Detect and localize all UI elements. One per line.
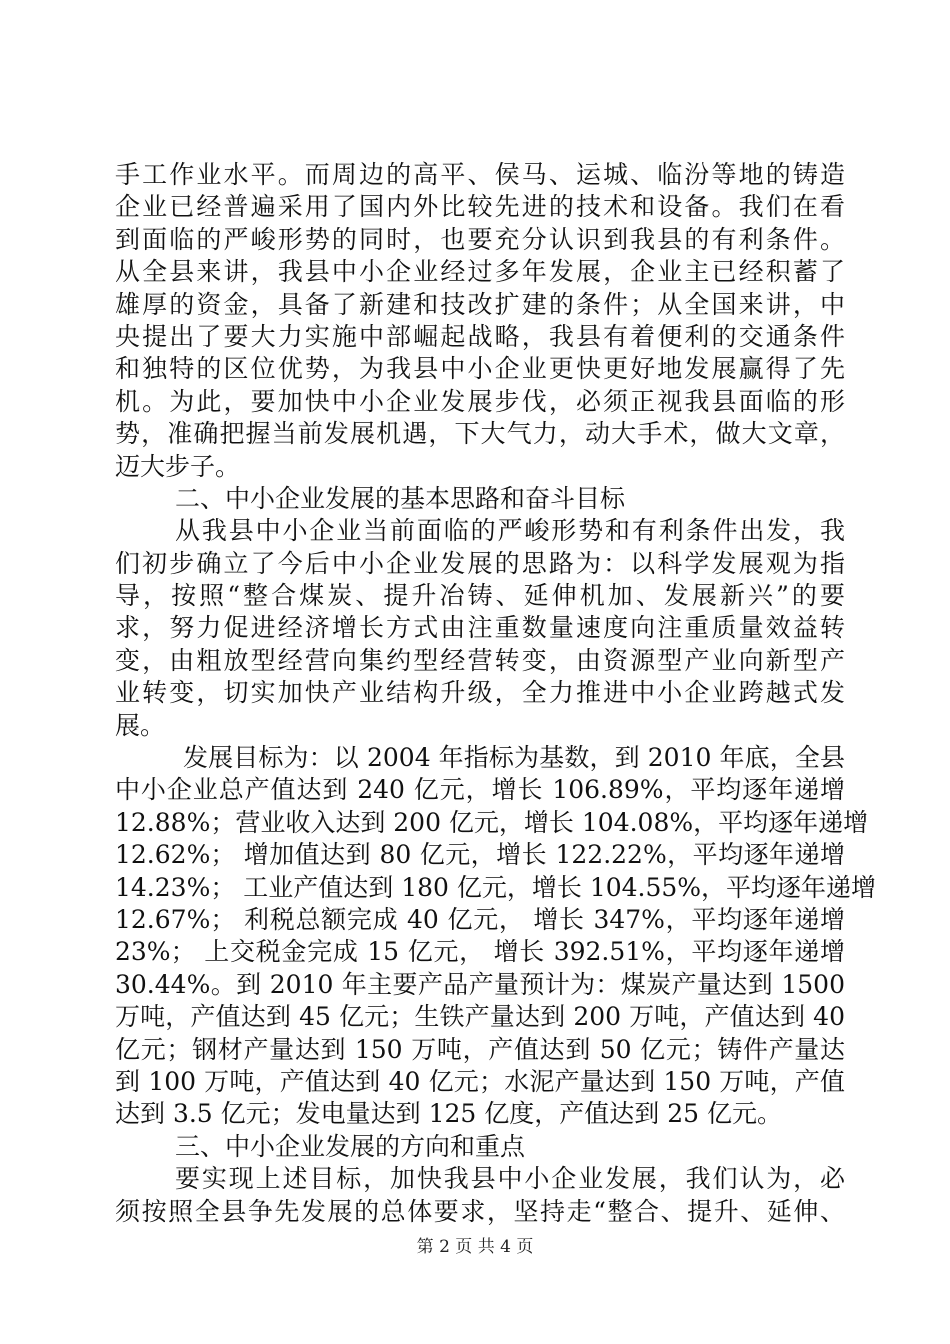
text-line: 们初步确立了今后中小企业发展的思路为：以科学发展观为指 (115, 548, 845, 578)
page-number-footer: 第 2 页 共 4 页 (416, 1237, 534, 1257)
text-line: 达到 3.5 亿元；发电量达到 125 亿度，产值达到 25 亿元。 (115, 1099, 782, 1129)
text-line: 中小企业总产值达到 240 亿元，增长 106.89%，平均逐年递增 (115, 775, 845, 805)
text-line: 央提出了要大力实施中部崛起战略，我县有着便利的交通条件 (115, 321, 845, 351)
text-line: 机。为此，要加快中小企业发展步伐，必须正视我县面临的形 (115, 386, 845, 416)
text-line: 求，努力促进经济增长方式由注重数量速度向注重质量效益转 (115, 613, 845, 643)
text-line: 23%； 上交税金完成 15 亿元， 增长 392.51%，平均逐年递增 (115, 937, 845, 967)
text-line: 12.67%； 利税总额完成 40 亿元， 增长 347%，平均逐年递增 (115, 904, 845, 934)
text-line: 到面临的严峻形势的同时，也要充分认识到我县的有利条件。 (115, 224, 845, 254)
text-line: 12.62%； 增加值达到 80 亿元，增长 122.22%，平均逐年递增 (115, 840, 845, 870)
text-line: 企业已经普遍采用了国内外比较先进的技术和设备。我们在看 (115, 192, 845, 222)
text-line: 到 100 万吨，产值达到 40 亿元；水泥产量达到 150 万吨，产值 (115, 1066, 845, 1096)
text-line: 业转变，切实加快产业结构升级，全力推进中小企业跨越式发 (115, 678, 845, 708)
text-line: 须按照全县争先发展的总体要求，坚持走“整合、提升、延伸、 (115, 1196, 845, 1226)
document-body (115, 159, 877, 1228)
text-line: 亿元；钢材产量达到 150 万吨，产值达到 50 亿元；铸件产量达 (115, 1034, 845, 1064)
text-line: 雄厚的资金，具备了新建和技改扩建的条件；从全国来讲，中 (115, 289, 845, 319)
text-line: 展。 (115, 710, 166, 740)
text-line: 和独特的区位优势，为我县中小企业更快更好地发展赢得了先 (115, 354, 845, 384)
text-line: 变，由粗放型经营向集约型经营转变，由资源型产业向新型产 (115, 645, 845, 675)
text-line: 万吨，产值达到 45 亿元；生铁产量达到 200 万吨，产值达到 40 (115, 1002, 845, 1032)
text-line: 14.23%； 工业产值达到 180 亿元，增长 104.55%，平均逐年递增 (115, 872, 877, 902)
section-heading-3: 三、中小企业发展的方向和重点 (175, 1131, 526, 1161)
text-line: 12.88%；营业收入达到 200 亿元，增长 104.08%，平均逐年递增 (115, 807, 869, 837)
text-line: 30.44%。到 2010 年主要产品产量预计为：煤炭产量达到 1500 (115, 969, 845, 999)
text-line: 从我县中小企业当前面临的严峻形势和有利条件出发，我 (175, 516, 845, 546)
text-line: 发展目标为：以 2004 年指标为基数，到 2010 年底，全县 (183, 743, 845, 773)
text-line: 导，按照“整合煤炭、提升冶铸、延伸机加、发展新兴”的要 (115, 581, 845, 611)
section-heading-2: 二、中小企业发展的基本思路和奋斗目标 (175, 483, 626, 513)
text-line: 手工作业水平。而周边的高平、侯马、运城、临汾等地的铸造 (115, 160, 845, 189)
text-line: 势，准确把握当前发展机遇，下大气力，动大手术，做大文章， (115, 419, 845, 449)
text-line: 要实现上述目标，加快我县中小企业发展，我们认为，必 (175, 1164, 845, 1194)
text-line: 从全县来讲，我县中小企业经过多年发展，企业主已经积蓄了 (115, 257, 845, 287)
text-line: 迈大步子。 (115, 451, 241, 481)
